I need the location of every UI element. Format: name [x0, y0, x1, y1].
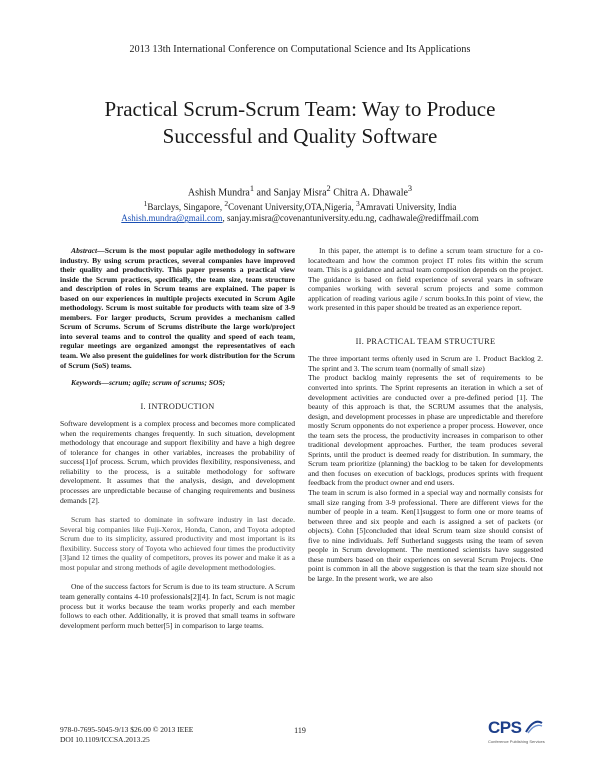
keywords: Keywords—scrum; agile; scrum of scrums; SOS; [71, 378, 226, 388]
section-heading-introduction: I. INTRODUCTION [140, 401, 215, 411]
email-link[interactable]: Ashish.mundra@gmail.com [121, 213, 223, 224]
team-paragraph-1: The three important terms oftenly used in Scrum are 1. Product Backlog 2. The sprint and 3. The scrum team (normally of small size) [308, 354, 543, 373]
cps-swoosh-icon [525, 720, 543, 734]
aff-sup-1: 1 [143, 199, 148, 209]
right-column [308, 246, 543, 584]
conference-header: 2013 13th International Conference on Computational Science and Its Applications [129, 44, 471, 55]
cps-logo-subtitle: Conference Publishing Services [488, 739, 545, 744]
paper-title [40, 96, 560, 150]
left-column [60, 246, 295, 630]
author-names [40, 183, 560, 198]
page-number: 119 [294, 726, 306, 735]
abstract [60, 246, 295, 370]
emails [40, 213, 560, 224]
aff-3: Amravati University, India [359, 202, 457, 213]
intro-paragraph-1: Software development is a complex process and becomes more complicated when the requirements changes frequently. In such situation, development methodology that encourage and support flexibility and have a high degree of tolerance for changes in other variables, increases the probability of success[1]of process. Scrum, which provides flexibility, responsiveness, and reliability to the process, is a suitable methodology for software development. It assumes that the analysis, design, and development processes are unpredictable because of changing requirements and business demands [2]. [60, 419, 295, 505]
author-2-sup: 2 [326, 184, 331, 193]
aff-1: Barclays, Singapore, [147, 202, 225, 213]
doi-line: DOI 10.1109/ICCSA.2013.25 [60, 734, 150, 744]
abstract-label: Abstract [71, 246, 98, 255]
cps-logo [488, 718, 548, 748]
affiliations [40, 198, 560, 213]
author-1: Ashish Mundra [187, 187, 250, 199]
right-paragraph-1: In this paper, the attempt is to define a scrum team structure for a co-locatedteam and how the common project IT roles fits within the scrum team. This is a guidance and actual team composition depends on the project. The guidance is based on field experience of several years in software companies working with several scrum projects and some common application of reading various agile / scrum books.In this point of view, the work presented in this paper should be treated as an experience report. [308, 246, 543, 313]
aff-sup-3: 3 [356, 199, 360, 209]
team-paragraph-3: The team in scrum is also formed in a special way and normally consists for small size ranging from 3-9 professional. There are different views for the number of people in a team. Ken[1]suggest to form one or more teams of between three and six people and each is assigned a set of packets (or objects). Cohn [5]concluded that ideal Scrum team size should consist of five to nine individuals. Jeff Sutherland suggests using the team of seven people in Scrum development. The mentioned scientists have suggested these numbers based on their experiences on several Scrum Projects. One point is common in all the above suggestion is that the team size should not be large. In the present work, we are also [308, 488, 543, 583]
intro-paragraph-3: One of the success factors for Scrum is due to its team structure. A Scrum team generally contains 4-10 professionals[2][4]. In fact, Scrum is not magic process but it works because the team works properly and each member follows to each other. Additionally, it is proved that small teams in software development perform much better[5] in comparison to large teams. [60, 582, 295, 630]
title-line-2: Successful and Quality Software [162, 124, 438, 148]
intro-paragraph-2: Scrum has started to dominate in software industry in last decade. Several big companies like Fuji-Xerox, Honda, Canon, and Toyota adopted Scrum due to its simplicity, assured productivity and most important is its flexibility. Success story of Toyota who achieved four times the productivity [3]and 12 times the quality of competitors, proves its power and make it as a most popular and strong methods of agile development methodologies. [60, 515, 295, 572]
author-3-sup: 3 [407, 184, 413, 193]
author-3: Chitra A. Dhawale [330, 187, 408, 199]
abstract-text: —Scrum is the most popular agile methodology in software industry. By using scrum practices, several companies have improved their quality and productivity. This paper presents a practical view inside the Scrum practices, specifically, the team size, team structure and description of roles in Scrum teams are explained. The paper is based on our experiences in multiple projects executed in Scrum Agile methodology. Scrum is most suitable for products with team size of 3-9 members. For larger products, Scrum provides a mechanism called Scrum of Scrums. Scrum of Scrums distribute the large work/project into several teams and to control the quality and speed of each team, regular meetings are organized amongst the representatives of each team. We also present the guidelines for work distribution for the Scrum of Scrum (SoS) teams. [60, 246, 295, 370]
cps-logo-text: CPS [488, 718, 522, 737]
author-1-sup: 1 [249, 184, 255, 193]
author-2: and Sanjay Misra [254, 187, 327, 199]
section-heading-team-structure: II. PRACTICAL TEAM STRUCTURE [355, 336, 496, 346]
aff-2: Covenant University,OTA,Nigeria, [228, 202, 356, 213]
author-block [40, 183, 560, 224]
title-line-1: Practical Scrum-Scrum Team: Way to Produce [104, 97, 496, 121]
email-rest: , sanjay.misra@covenantuniversity.edu.ng, cadhawale@rediffmail.com [222, 213, 479, 224]
team-paragraph-2: The product backlog mainly represents the set of requirements to be converted into sprints. The Sprint represents an iteration in which a set of development activities are conducted over a pre-defined period [1]. The beauty of this approach is that, the SCRUM assumes that the analysis, design, and development processes in phase are unpredictable and therefore mostly Scrum opponents do not experience a proper process. However, once the team sets the process, the productivity increases in comparison to other traditional development approaches. Further, the team produces several Sprints, until the product is deemed ready for distribution. In summary, the Scrum team prioritize (planning) the backlog to be taken for developments and then focuses on execution of backlogs, produces sprints with frequent feedback from the product owner and end users. [308, 373, 543, 488]
isbn-line: 978-0-7695-5045-9/13 $26.00 © 2013 IEEE [60, 725, 194, 734]
aff-sup-2: 2 [224, 199, 229, 209]
